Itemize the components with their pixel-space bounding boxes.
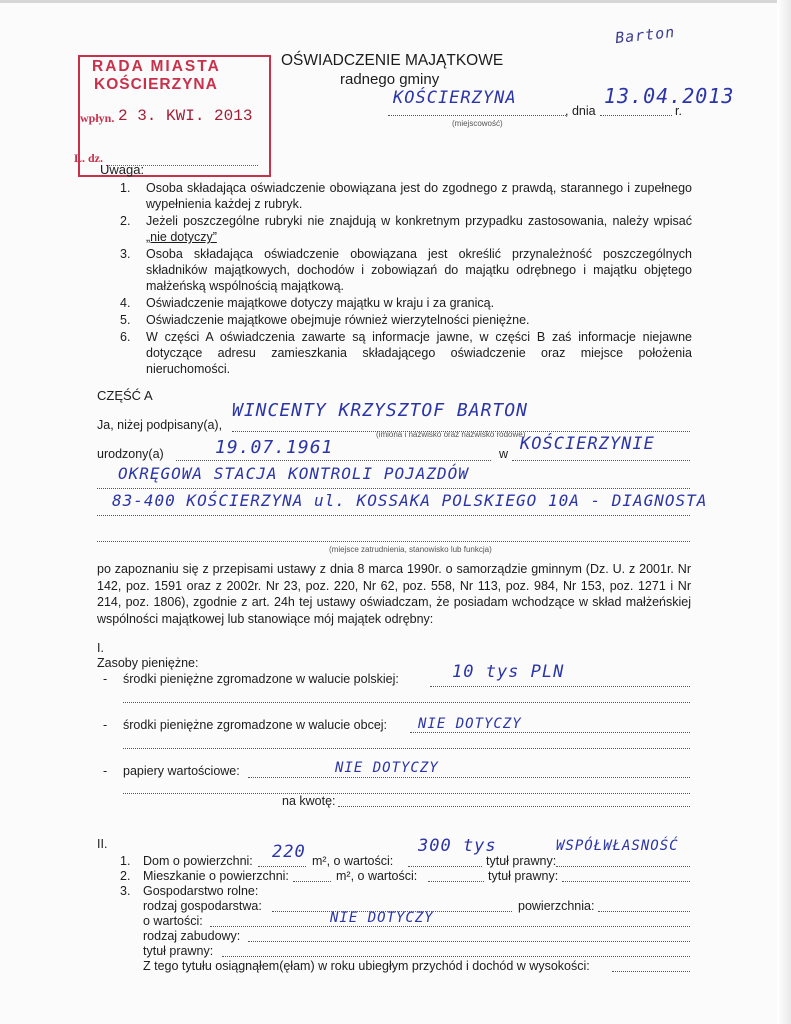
list-item: 2. Jeżeli poszczególne rubryki nie znajdują w konkretnym przypadku zastosowania, należy wpisać „nie dotyczy” bbox=[120, 214, 692, 244]
foreign-label: środki pieniężne zgromadzone w walucie obcej: bbox=[123, 718, 388, 732]
house-unit: m², o wartości: bbox=[312, 854, 394, 868]
bullet-dash: - bbox=[103, 672, 108, 686]
farm-build-line bbox=[248, 941, 690, 942]
uwaga-label: Uwaga: bbox=[100, 162, 145, 177]
signed-label: Ja, niżej podpisany(a), bbox=[97, 418, 223, 432]
signed-caption: (imiona i nazwisko oraz nazwisko rodowe) bbox=[376, 430, 526, 439]
pln-label: środki pieniężne zgromadzone w walucie polskiej: bbox=[123, 672, 399, 686]
list-item: 5. Oświadczenie majątkowe obejmuje również wierzytelności pieniężne. bbox=[120, 313, 530, 327]
born-in-label: w bbox=[499, 447, 509, 461]
born-label: urodzony(a) bbox=[97, 447, 164, 461]
list-item: 4. Oświadczenie majątkowe dotyczy majątku w kraju i za granicą. bbox=[120, 296, 495, 310]
farm-area-line bbox=[598, 911, 690, 912]
stamp-ld-label: L. dz. bbox=[74, 151, 104, 165]
farm-build-label: rodzaj zabudowy: bbox=[143, 929, 241, 943]
pln-line bbox=[430, 686, 690, 687]
flat-title-line bbox=[562, 881, 690, 882]
list-item: 1. Osoba składająca oświadczenie obowiązana jest do zgodnego z prawdą, starannego i zupełnego wypełnienia każdej z rubryk. bbox=[120, 181, 692, 211]
nie-dotyczy-underlined: „nie dotyczy” bbox=[146, 230, 217, 244]
dnia-label: , dnia bbox=[565, 104, 596, 118]
place-value: KOŚCIERZYNA bbox=[393, 88, 517, 108]
farm-type-label: rodzaj gospodarstwa: bbox=[143, 899, 262, 913]
form-subtitle: radnego gminy bbox=[340, 71, 440, 88]
farm-title-line bbox=[222, 956, 690, 957]
born-date: 19.07.1961 bbox=[215, 437, 334, 458]
amount-line bbox=[338, 806, 690, 807]
flat-label: Mieszkanie o powierzchni: bbox=[143, 869, 289, 883]
form-title: OŚWIADCZENIE MAJĄTKOWE bbox=[281, 52, 504, 69]
farm-value: NIE DOTYCZY bbox=[330, 910, 434, 926]
work-line1: OKRĘGOWA STACJA KONTROLI POJAZDÓW bbox=[118, 464, 469, 483]
scan-top-border bbox=[0, 0, 791, 3]
amount-label: na kwotę: bbox=[282, 794, 336, 808]
house-value-line bbox=[408, 866, 482, 867]
received-stamp bbox=[74, 55, 271, 177]
stamp-received-label: wpłyn. bbox=[80, 111, 115, 125]
scan-right-edge bbox=[777, 0, 791, 1024]
list-item: 6. W części A oświadczenia zawarte są informacje jawne, w części B zaś informacje niejawne dotyczące adresu zamieszkania składającego oświadczenie oraz miejsce położenia nieruchomości. bbox=[120, 330, 692, 376]
list-item: 3. Osoba składająca oświadczenie obowiązana jest określić przynależność poszczególnych składników majątkowych, dochodów i zobowiązań do majątku odrębnego i majątku objętego małżeńską wspólnością majątkową. bbox=[120, 247, 692, 293]
flat-unit: m², o wartości: bbox=[336, 869, 418, 883]
house-area: 220 bbox=[272, 842, 306, 862]
place-line bbox=[388, 115, 566, 116]
securities-label: papiery wartościowe: bbox=[123, 764, 240, 778]
farm-area-label: powierzchnia: bbox=[518, 899, 595, 913]
stamp-line2: KOŚCIERZYNA bbox=[94, 76, 218, 93]
work-line2: 83-400 KOŚCIERZYNA ul. KOSSAKA POLSKIEGO 10A - DIAGNOSTA bbox=[112, 491, 708, 510]
work-caption: (miejsce zatrudnienia, stanowisko lub funkcja) bbox=[329, 545, 492, 554]
foreign-value: NIE DOTYCZY bbox=[418, 716, 522, 732]
born-place-line bbox=[512, 460, 690, 461]
section1-roman: I. bbox=[97, 641, 104, 655]
house-area-line bbox=[258, 866, 306, 867]
part-a-heading: CZĘŚĆ A bbox=[97, 388, 153, 403]
born-date-line bbox=[176, 460, 491, 461]
house-value: 300 tys bbox=[418, 836, 497, 856]
farm-income-label: Z tego tytułu osiągnąłem(ęłam) w roku ubiegłym przychód i dochód w wysokości: bbox=[143, 959, 590, 973]
farm-title-label: tytuł prawny: bbox=[143, 944, 214, 958]
date-value: 13.04.2013 bbox=[604, 84, 735, 108]
pln-value: 10 tys PLN bbox=[452, 662, 565, 682]
work-dots1 bbox=[97, 488, 690, 489]
stamp-received-date: 2 3. KWI. 2013 bbox=[118, 107, 253, 125]
declaration-text: po zapoznaniu się z przepisami ustawy z dnia 8 marca 1990r. o samorządzie gminnym (Dz. U. z 2001r. Nr 142, poz. 1591 oraz z 2002r. Nr 23, poz. 220, Nr 62, poz. 558, Nr 113, poz. 984, Nr 153, poz. 1271 i Nr 214, poz. 1806), zgodnie z art. 24h tej ustawy oświadczam, że posiadam wchodzące w skład małżeńskiej wspólności majątkowej lub stanowiące mój majątek odrębny: bbox=[97, 562, 691, 626]
flat-title-label: tytuł prawny: bbox=[488, 869, 559, 883]
r-label: r. bbox=[675, 104, 682, 118]
place-caption: (miejscowość) bbox=[452, 119, 503, 128]
flat-value-line bbox=[428, 881, 484, 882]
flat-area-line bbox=[293, 881, 331, 882]
stamp-line1: RADA MIASTA bbox=[92, 58, 221, 75]
farm-value-line bbox=[210, 926, 690, 927]
house-label: Dom o powierzchni: bbox=[143, 854, 253, 868]
bullet-dash: - bbox=[103, 764, 108, 778]
securities-line bbox=[248, 777, 690, 778]
securities-line2 bbox=[123, 793, 690, 794]
handwritten-note: Barton bbox=[614, 22, 676, 48]
house-title-line bbox=[556, 866, 690, 867]
farm-num: 3. bbox=[120, 884, 131, 898]
uwaga-list bbox=[120, 180, 692, 378]
house-title-label: tytuł prawny: bbox=[486, 854, 557, 868]
securities-value: NIE DOTYCZY bbox=[335, 760, 439, 776]
signed-value: WINCENTY KRZYSZTOF BARTON bbox=[232, 400, 528, 421]
house-num: 1. bbox=[120, 854, 131, 868]
flat-num: 2. bbox=[120, 869, 131, 883]
pln-line2 bbox=[123, 702, 690, 703]
farm-label: Gospodarstwo rolne: bbox=[143, 884, 259, 898]
born-place: KOŚCIERZYNIE bbox=[520, 434, 655, 454]
section2-roman: II. bbox=[97, 837, 108, 851]
foreign-line2 bbox=[123, 748, 690, 749]
section1-title: Zasoby pieniężne: bbox=[97, 656, 199, 670]
bullet-dash: - bbox=[103, 718, 108, 732]
house-title-value: WSPÓŁWŁASNOŚĆ bbox=[556, 838, 679, 854]
farm-income-line bbox=[612, 971, 690, 972]
foreign-line bbox=[410, 732, 690, 733]
date-line bbox=[600, 115, 672, 116]
work-dots2 bbox=[97, 515, 690, 516]
work-dots3 bbox=[97, 541, 690, 542]
farm-value-label: o wartości: bbox=[143, 914, 203, 928]
